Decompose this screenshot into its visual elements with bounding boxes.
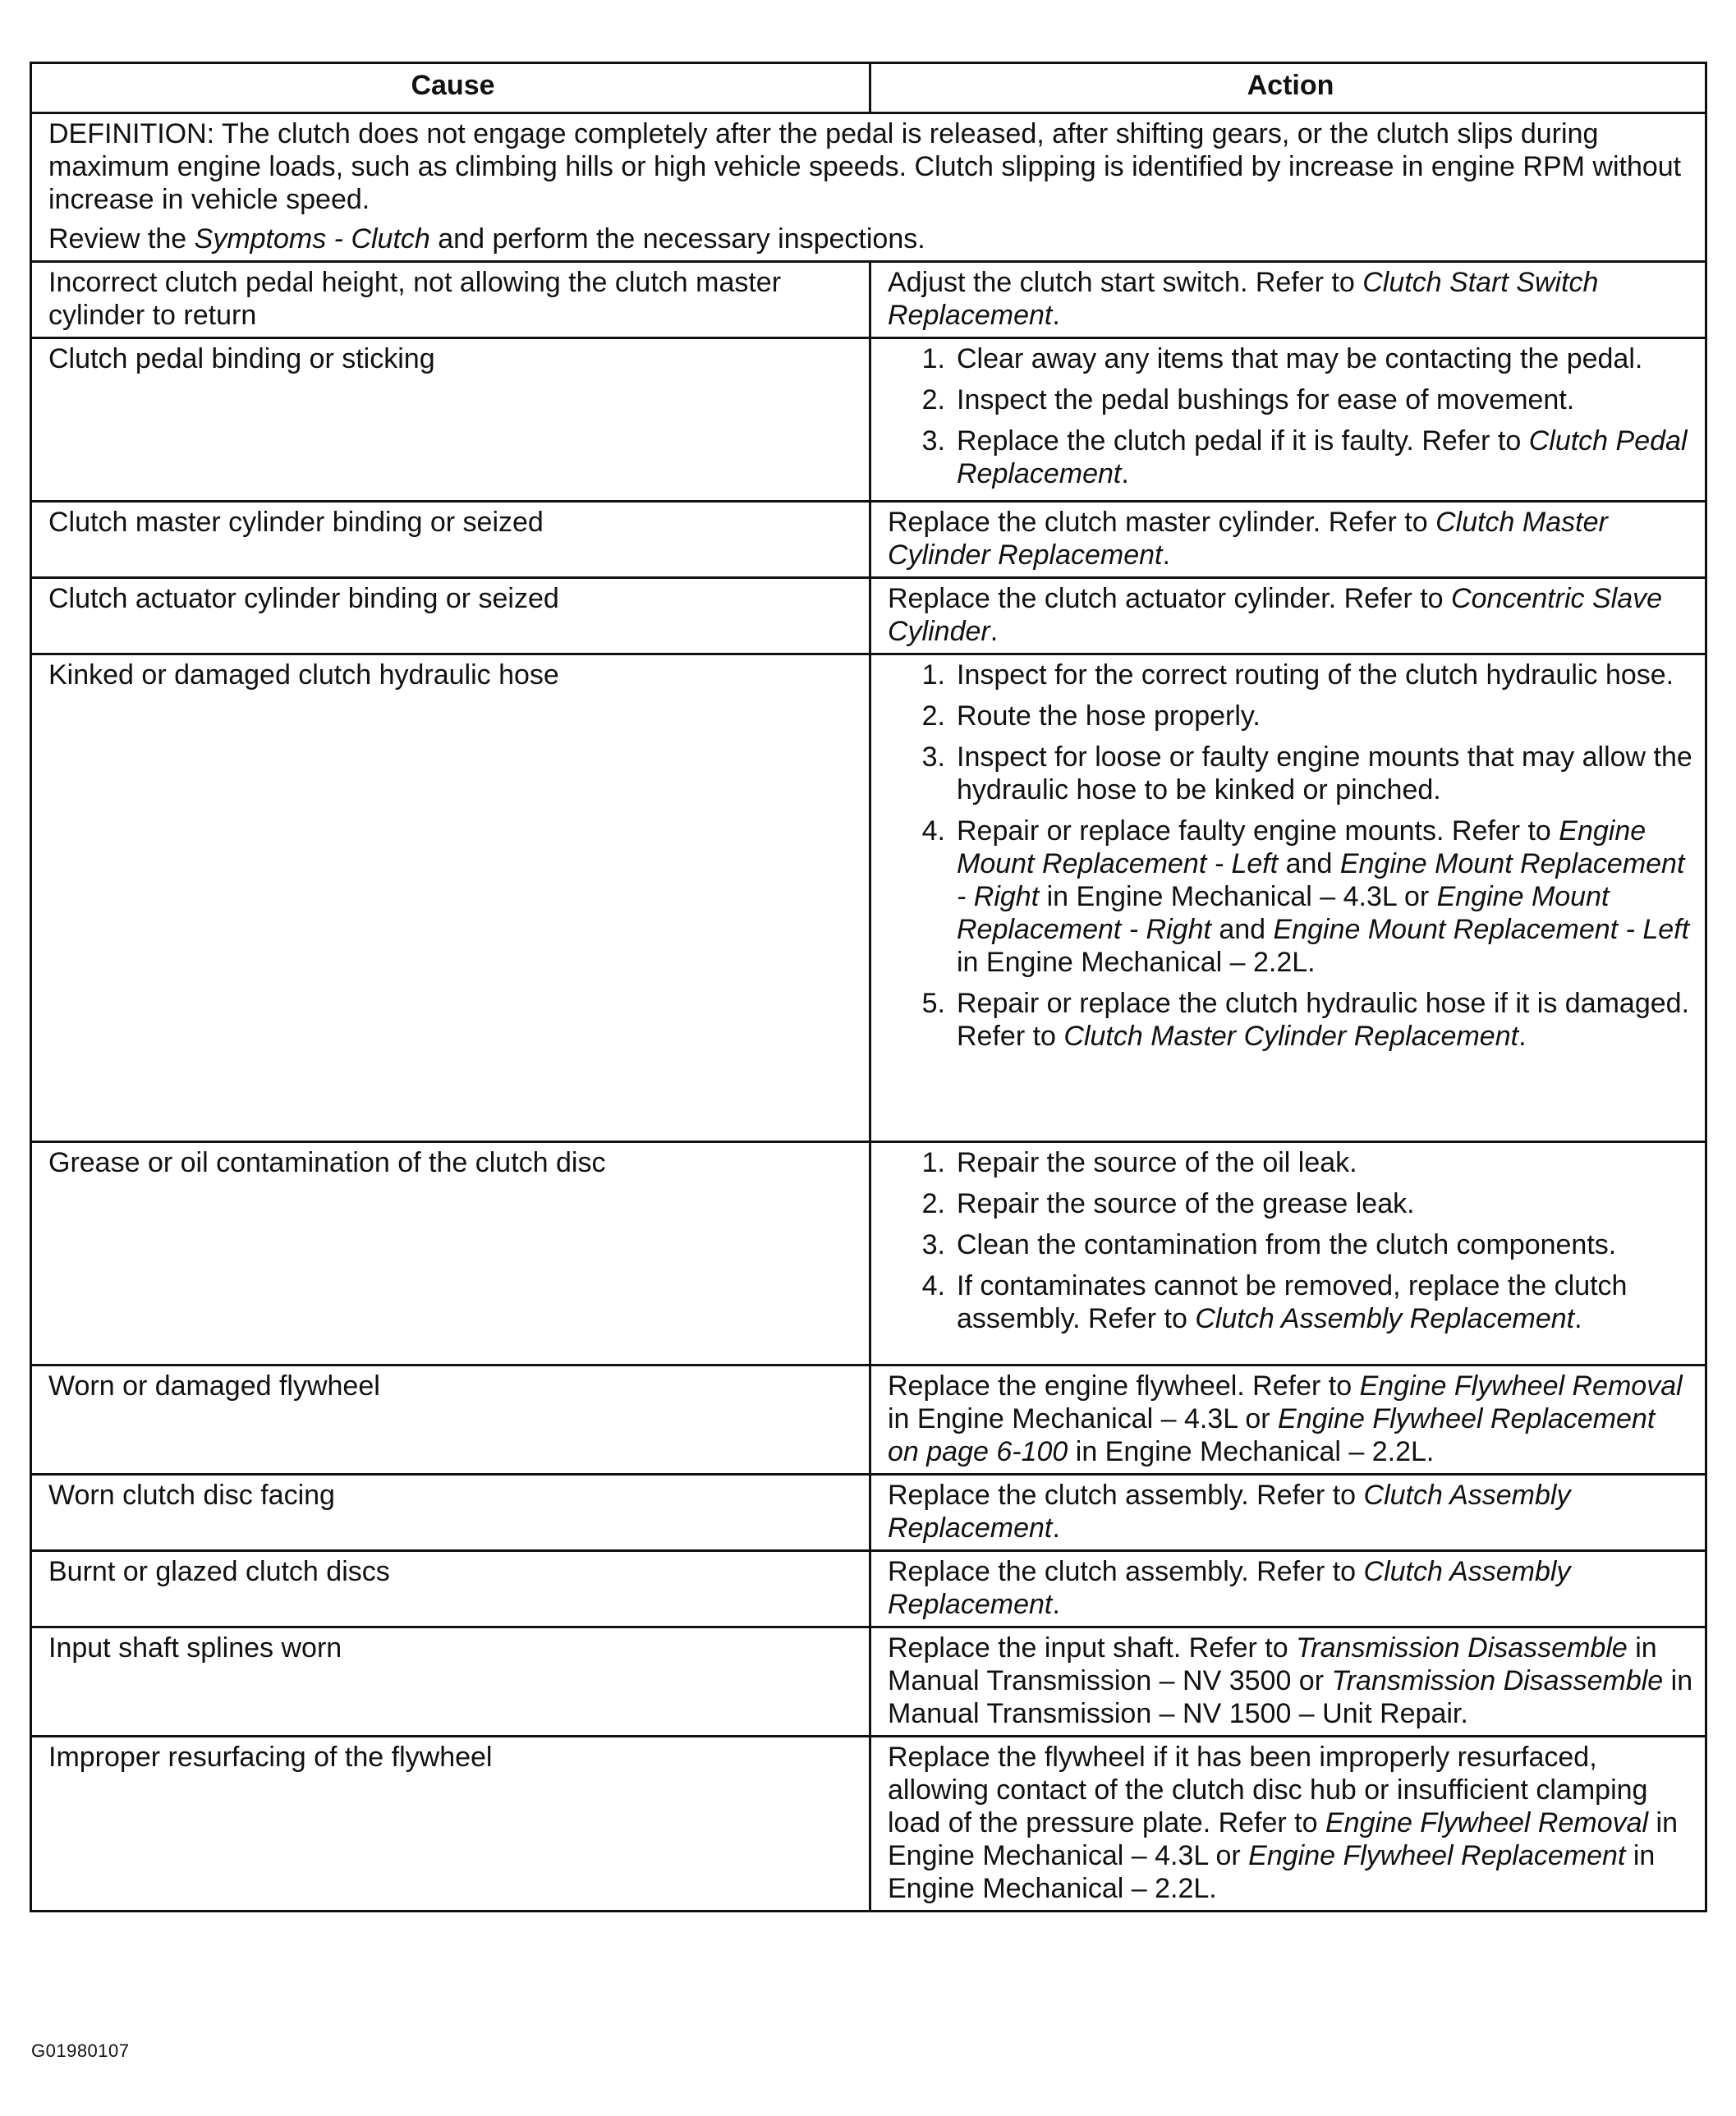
step-text-part: Replace the clutch pedal if it is faulty. Refer to — [957, 425, 1529, 457]
table-row — [31, 578, 1706, 654]
action-ref: Engine Flywheel Removal — [1325, 1807, 1649, 1838]
action-text: in Engine Mechanical – 4.3L or — [888, 1807, 1678, 1871]
step-number: 4. — [921, 1270, 945, 1301]
troubleshooting-table-container — [30, 62, 1705, 1912]
header-row — [31, 63, 1706, 113]
step-text-part: and — [1278, 848, 1340, 879]
cause-cell: Incorrect clutch pedal height, not allowing the clutch master cylinder to return — [31, 262, 870, 338]
action-cell — [870, 502, 1706, 578]
step-text — [957, 1228, 1693, 1261]
step-text — [957, 342, 1693, 375]
step-text-part: Repair the source of the grease leak. — [957, 1188, 1415, 1219]
step-text-part: . — [1121, 458, 1129, 489]
action-ref: Concentric Slave Cylinder — [888, 583, 1663, 647]
step-text-part: . — [1518, 1021, 1527, 1052]
step-item — [896, 383, 1693, 416]
step-text — [957, 987, 1693, 1053]
action-cell — [870, 338, 1706, 502]
action-ref: Engine Flywheel Removal — [1359, 1370, 1683, 1402]
step-text-part: Clean the contamination from the clutch components. — [957, 1229, 1617, 1260]
action-text: Replace the flywheel if it has been improperly resurfaced, allowing contact of the clutch disc hub or insufficient clamping load of the pressure plate. Refer to — [888, 1742, 1648, 1838]
step-text — [957, 659, 1693, 691]
action-text: in Manual Transmission – NV 3500 or — [888, 1632, 1657, 1696]
step-text-part: If contaminates cannot be removed, replace the clutch assembly. Refer to — [957, 1270, 1628, 1334]
action-steps — [888, 659, 1693, 1053]
action-ref: Clutch Master Cylinder Replacement — [888, 507, 1608, 571]
definition-text: DEFINITION: The clutch does not engage completely after the pedal is released, after shifting gears, or the clutch slips during maximum engine loads, such as climbing hills or high vehicle speeds. Clutch slipping is identified by increase in engine RPM without increase in vehicle speed. — [48, 118, 1682, 215]
action-text: in Engine Mechanical – 2.2L. — [1068, 1436, 1435, 1467]
step-ref: Clutch Pedal Replacement — [957, 425, 1688, 489]
action-cell — [870, 262, 1706, 338]
action-text: . — [1052, 1512, 1060, 1544]
step-item — [896, 1269, 1693, 1335]
action-ref: Engine Flywheel Replacement — [1248, 1840, 1626, 1871]
cause-cell: Clutch pedal binding or sticking — [31, 338, 870, 502]
step-item — [896, 425, 1693, 490]
step-text — [957, 741, 1693, 806]
step-text — [957, 1146, 1693, 1179]
step-ref: Engine Mount Replacement - Right — [957, 881, 1610, 945]
step-text-part: in Engine Mechanical – 2.2L. — [957, 947, 1316, 978]
troubleshooting-table — [30, 62, 1707, 1912]
review-pre: Review the — [48, 223, 195, 255]
cause-cell: Worn clutch disc facing — [31, 1475, 870, 1551]
cause-cell: Clutch master cylinder binding or seized — [31, 502, 870, 578]
step-text-part: Repair the source of the oil leak. — [957, 1147, 1357, 1178]
step-item — [896, 1228, 1693, 1261]
table-row — [31, 1627, 1706, 1737]
action-text: . — [1052, 300, 1060, 331]
step-text — [957, 1187, 1693, 1220]
action-ref: Engine Flywheel Replacement on page 6-100 — [888, 1403, 1656, 1467]
step-text — [957, 425, 1693, 490]
review-ref: Symptoms - Clutch — [194, 223, 430, 255]
cause-cell: Worn or damaged flywheel — [31, 1366, 870, 1475]
table-row — [31, 1366, 1706, 1475]
action-cell — [870, 1737, 1706, 1912]
step-number: 1. — [921, 1147, 945, 1178]
action-text: . — [1162, 539, 1170, 571]
step-number: 1. — [921, 343, 945, 374]
step-number: 3. — [921, 1229, 945, 1260]
step-text-part: Clear away any items that may be contacting the pedal. — [957, 343, 1643, 374]
step-number: 3. — [921, 425, 945, 457]
action-ref: Clutch Start Switch Replacement — [888, 267, 1599, 331]
step-item — [896, 741, 1693, 806]
action-ref: Clutch Assembly Replacement — [888, 1556, 1571, 1620]
step-text-part: Inspect for loose or faulty engine mounts that may allow the hydraulic hose to be kinked or pinched. — [957, 741, 1692, 806]
step-item — [896, 987, 1693, 1053]
table-row — [31, 1142, 1706, 1366]
action-cell — [870, 1627, 1706, 1737]
action-cell — [870, 1142, 1706, 1366]
table-row — [31, 502, 1706, 578]
step-text — [957, 815, 1693, 979]
table-row — [31, 1475, 1706, 1551]
action-text: in Engine Mechanical – 4.3L or — [888, 1403, 1279, 1434]
header-action: Action — [870, 63, 1706, 113]
action-ref: Clutch Assembly Replacement — [888, 1480, 1571, 1544]
action-text: Replace the input shaft. Refer to — [888, 1632, 1297, 1664]
step-ref: Clutch Assembly Replacement — [1195, 1303, 1575, 1334]
cause-cell: Kinked or damaged clutch hydraulic hose — [31, 654, 870, 1142]
step-text — [957, 700, 1693, 732]
cause-cell: Grease or oil contamination of the clutch disc — [31, 1142, 870, 1366]
step-ref: Engine Mount Replacement - Left — [1273, 914, 1690, 945]
action-steps — [888, 342, 1693, 490]
step-item — [896, 700, 1693, 732]
cause-cell: Burnt or glazed clutch discs — [31, 1551, 870, 1627]
step-text-part: Route the hose properly. — [957, 700, 1261, 732]
review-note — [48, 223, 1693, 255]
step-item — [896, 342, 1693, 375]
action-text: Replace the engine flywheel. Refer to — [888, 1370, 1360, 1402]
table-row — [31, 262, 1706, 338]
step-number: 5. — [921, 988, 945, 1019]
step-ref: Engine Mount Replacement - Right — [957, 848, 1685, 912]
step-item — [896, 815, 1693, 979]
step-text — [957, 1269, 1693, 1335]
action-cell — [870, 578, 1706, 654]
figure-id: G01980107 — [31, 2040, 130, 2061]
table-row — [31, 1737, 1706, 1912]
step-ref: Engine Mount Replacement - Left — [957, 815, 1646, 879]
cause-cell: Improper resurfacing of the flywheel — [31, 1737, 870, 1912]
action-text: Replace the clutch actuator cylinder. Refer to — [888, 583, 1452, 614]
step-number: 4. — [921, 815, 945, 847]
table-row — [31, 1551, 1706, 1627]
header-cause: Cause — [31, 63, 870, 113]
table-row — [31, 338, 1706, 502]
action-cell — [870, 1366, 1706, 1475]
action-text: Replace the clutch master cylinder. Refer to — [888, 507, 1436, 538]
step-text — [957, 383, 1693, 416]
action-text: . — [1052, 1589, 1060, 1620]
action-ref: Transmission Disassemble — [1331, 1665, 1664, 1696]
action-text: . — [990, 616, 999, 647]
step-text-part: Inspect for the correct routing of the clutch hydraulic hose. — [957, 659, 1674, 691]
step-item — [896, 1187, 1693, 1220]
action-text: in Manual Transmission – NV 1500 – Unit Repair. — [888, 1665, 1693, 1729]
step-number: 3. — [921, 741, 945, 773]
step-number: 2. — [921, 1188, 945, 1219]
step-text-part: and — [1210, 914, 1274, 945]
action-steps — [888, 1146, 1693, 1335]
step-number: 1. — [921, 659, 945, 691]
definition-cell — [31, 113, 1706, 262]
cause-cell: Input shaft splines worn — [31, 1627, 870, 1737]
step-text-part: Repair or replace faulty engine mounts. Refer to — [957, 815, 1559, 847]
step-text-part: Inspect the pedal bushings for ease of movement. — [957, 384, 1575, 415]
action-cell — [870, 654, 1706, 1142]
action-cell — [870, 1475, 1706, 1551]
step-item — [896, 1146, 1693, 1179]
action-text: Replace the clutch assembly. Refer to — [888, 1556, 1364, 1587]
step-item — [896, 659, 1693, 691]
review-post: and perform the necessary inspections. — [429, 223, 925, 255]
step-ref: Clutch Master Cylinder Replacement — [1063, 1021, 1519, 1052]
action-cell — [870, 1551, 1706, 1627]
table-row — [31, 654, 1706, 1142]
step-number: 2. — [921, 700, 945, 732]
action-ref: Transmission Disassemble — [1296, 1632, 1628, 1664]
action-text: in Engine Mechanical – 2.2L. — [888, 1840, 1656, 1904]
action-text: Replace the clutch assembly. Refer to — [888, 1480, 1364, 1511]
cause-cell: Clutch actuator cylinder binding or seized — [31, 578, 870, 654]
step-text-part: . — [1574, 1303, 1582, 1334]
definition-row — [31, 113, 1706, 262]
step-text-part: Repair or replace the clutch hydraulic hose if it is damaged. Refer to — [957, 988, 1690, 1052]
action-text: Adjust the clutch start switch. Refer to — [888, 267, 1363, 298]
step-text-part: in Engine Mechanical – 4.3L or — [1039, 881, 1437, 912]
step-number: 2. — [921, 384, 945, 415]
